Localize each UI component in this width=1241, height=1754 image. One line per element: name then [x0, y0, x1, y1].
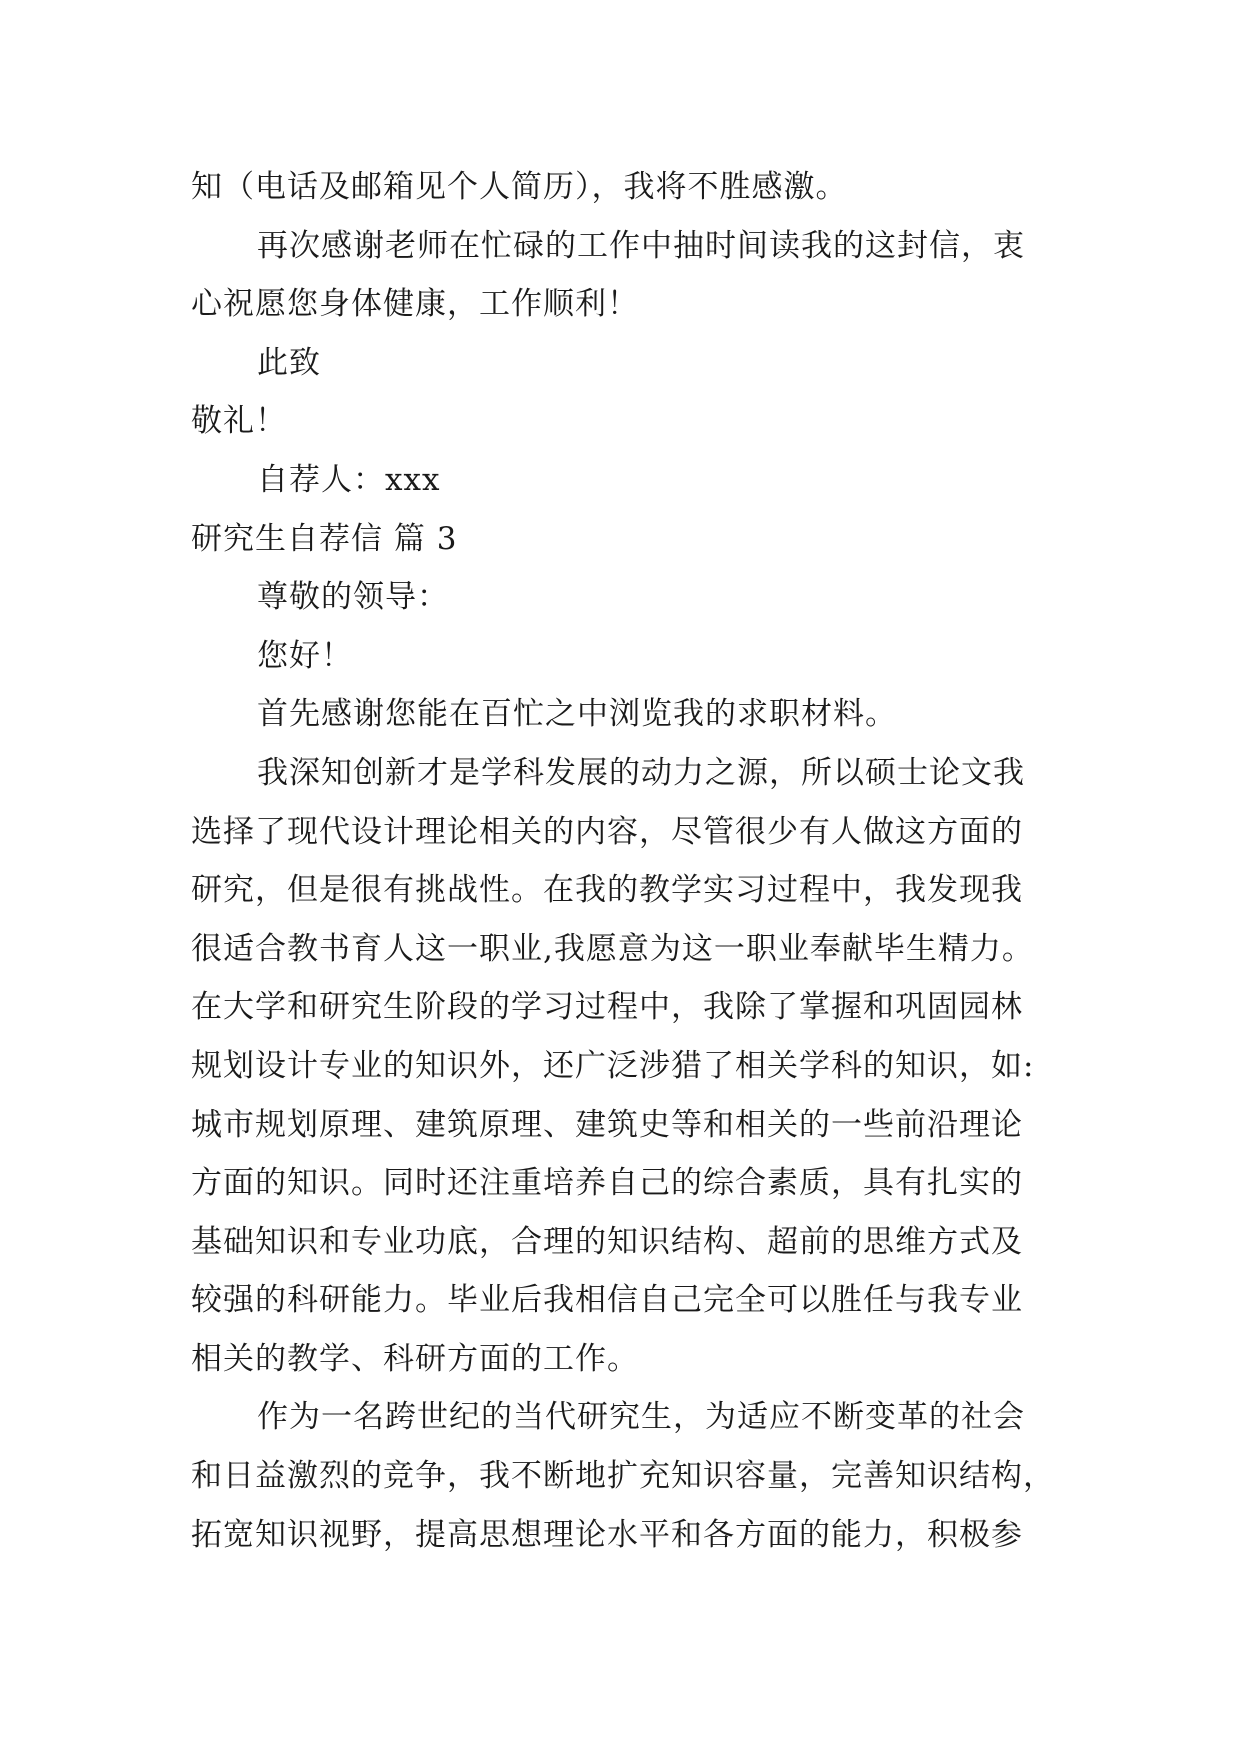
letter-body: [191, 158, 1061, 1564]
text-line: 和日益激烈的竞争，我不断地扩充知识容量，完善知识结构，: [191, 1458, 1055, 1495]
text-line: 我深知创新才是学科发展的动力之源，所以硕士论文我: [257, 754, 1025, 791]
greeting-hello: 您好！: [257, 637, 353, 674]
text-line: 拓宽知识视野，提高思想理论水平和各方面的能力，积极参: [191, 1516, 1023, 1553]
signature-line: 自荐人：xxx: [257, 461, 441, 498]
text-line: 城市规划原理、建筑原理、建筑史等和相关的一些前沿理论: [191, 1106, 1023, 1143]
text-line: 相关的教学、科研方面的工作。: [191, 1340, 639, 1377]
text-line: 知（电话及邮箱见个人简历），我将不胜感激。: [191, 169, 848, 205]
closing-salutation: 此致: [257, 344, 321, 381]
text-line: 作为一名跨世纪的当代研究生，为适应不断变革的社会: [257, 1399, 1025, 1436]
text-line: 首先感谢您能在百忙之中浏览我的求职材料。: [257, 696, 897, 733]
section-title: 研究生自荐信 篇 3: [191, 520, 458, 557]
text-line: 方面的知识。同时还注重培养自己的综合素质，具有扎实的: [191, 1165, 1023, 1202]
text-line: 基础知识和专业功底，合理的知识结构、超前的思维方式及: [191, 1223, 1023, 1260]
greeting-recipient: 尊敬的领导：: [257, 579, 449, 616]
text-line: 心祝愿您身体健康，工作顺利！: [191, 286, 639, 323]
text-line: 在大学和研究生阶段的学习过程中，我除了掌握和巩固园林: [191, 989, 1023, 1026]
text-line: 规划设计专业的知识外，还广泛涉猎了相关学科的知识，如:: [191, 1047, 1035, 1084]
text-line: 很适合教书育人这一职业,我愿意为这一职业奉献毕生精力。: [191, 930, 1034, 967]
text-line: 选择了现代设计理论相关的内容，尽管很少有人做这方面的: [191, 813, 1023, 850]
closing-respect: 敬礼！: [191, 403, 287, 440]
text-line: 研究，但是很有挑战性。在我的教学实习过程中，我发现我: [191, 872, 1023, 909]
text-line: 再次感谢老师在忙碌的工作中抽时间读我的这封信，衷: [257, 227, 1025, 264]
text-line: 较强的科研能力。毕业后我相信自己完全可以胜任与我专业: [191, 1282, 1023, 1319]
